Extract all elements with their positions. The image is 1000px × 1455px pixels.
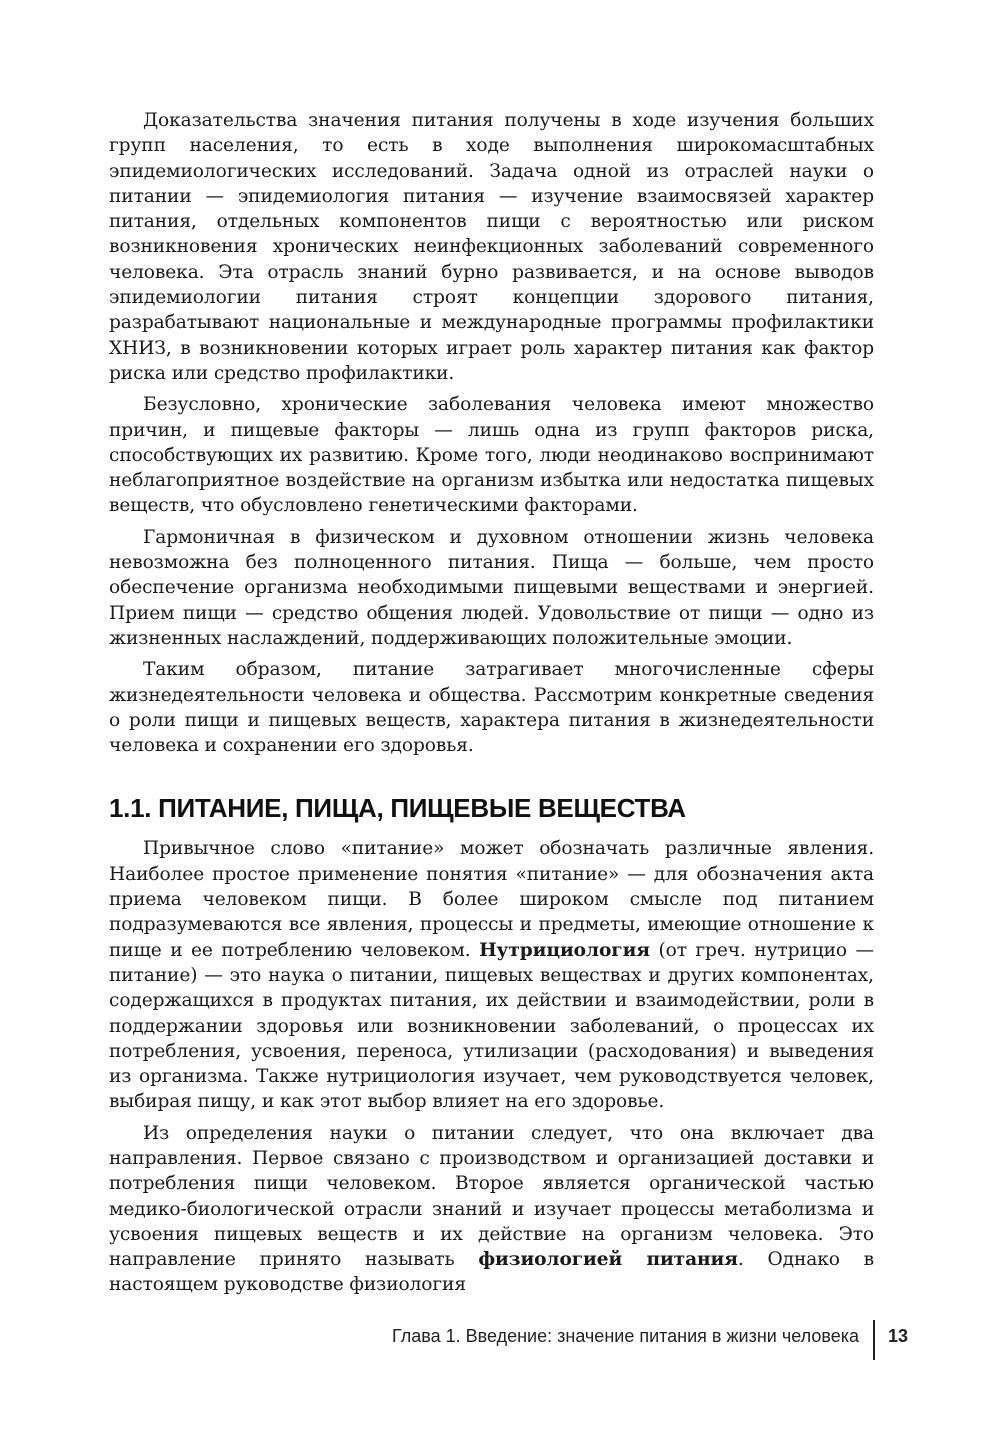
- intro-paragraph-2: Безусловно, хронические заболевания человека имеют множество причин, и пищевые факторы — лишь одна из групп факторов риска, способствующих их развитию. Кроме того, люди неодинаково воспринимают неблагоприятное воздействие на организм избытка или недостатка пищевых веществ, что обусловлено генетическими факторами.: [109, 394, 874, 517]
- section-paragraph-1-start: Привычное слово «питание» может обозначать различные явления. Наиболее простое применение понятия «питание» — для обозначения акта приема человеком пищи. В более широком смысле под питанием подразумеваются все явления, процессы и предметы, имеющие отношение к пище и ее потреблению человеком.: [109, 838, 874, 961]
- section-paragraph-2-end: . Однако в настоящем руководстве физиология: [109, 1249, 874, 1296]
- section-heading: 1.1. ПИТАНИЕ, ПИЩА, ПИЩЕВЫЕ ВЕЩЕСТВА: [109, 793, 686, 824]
- term-physiology-of-nutrition: физиологией питания: [478, 1249, 738, 1271]
- intro-paragraph-1: Доказательства значения питания получены в ходе изучения больших групп населения, то есть в ходе выполнения широкомасштабных эпидемиологических исследований. Задача одной из отраслей науки о питании — эпидемиология питания — изучение взаимосвязей характер питания, отдельных компонентов пищи с вероятностью или риском возникновения хронических неинфекционных заболеваний современного человека. Эта отрасль знаний бурно развивается, и на основе выводов эпидемиологии питания строят концепции здорового питания, разрабатывают национальные и международные программы профилактики ХНИЗ, в возникновении которых играет роль характер питания как фактор риска или средство профилактики.: [109, 110, 874, 384]
- footer-divider: [873, 1320, 875, 1360]
- section-paragraph-1: [109, 836, 874, 1114]
- page-footer: [0, 1320, 1000, 1360]
- page-number: 13: [888, 1326, 909, 1346]
- term-nutritiology: Нутрициология: [479, 939, 650, 961]
- running-chapter-title: Глава 1. Введение: значение питания в жизни человека: [391, 1326, 859, 1346]
- intro-paragraph-4: Таким образом, питание затрагивает многочисленные сферы жизнедеятельности человека и общества. Рассмотрим конкретные сведения о роли пищи и пищевых веществ, характера питания в жизнедеятельности человека и сохранении его здоровья.: [109, 659, 874, 757]
- section-paragraph-1-end: (от греч. нутрицио — питание) — это наука о питании, пищевых веществах и других компонентах, содержащихся в продуктах питания, их действии и взаимодействии, роли в поддержании здоровья или возникновении заболеваний, о процессах их потребления, усвоения, переноса, утилизации (расходования) и выведения из организма. Также нутрициология изучает, чем руководствуется человек, выбирая пищу, и как этот выбор влияет на его здоровье.: [109, 939, 874, 1113]
- intro-paragraph-3: Гармоничная в физическом и духовном отношении жизнь человека невозможна без полноценного питания. Пища — больше, чем просто обеспечение организма необходимыми пищевыми веществами и энергией. Прием пищи — средство общения людей. Удовольствие от пищи — одно из жизненных наслаждений, поддерживающих положительные эмоции.: [109, 526, 874, 649]
- page-content: [109, 108, 874, 1304]
- section-paragraph-2-start: Из определения науки о питании следует, что она включает два направления. Первое связано с производством и организацией доставки и потребления пищи человеком. Второе является органической частью медико-биологической отрасли знаний и изучает процессы метаболизма и усвоения пищевых веществ и их действие на организм человека. Это направление принято называть: [109, 1122, 874, 1271]
- section-paragraph-2: [109, 1121, 874, 1298]
